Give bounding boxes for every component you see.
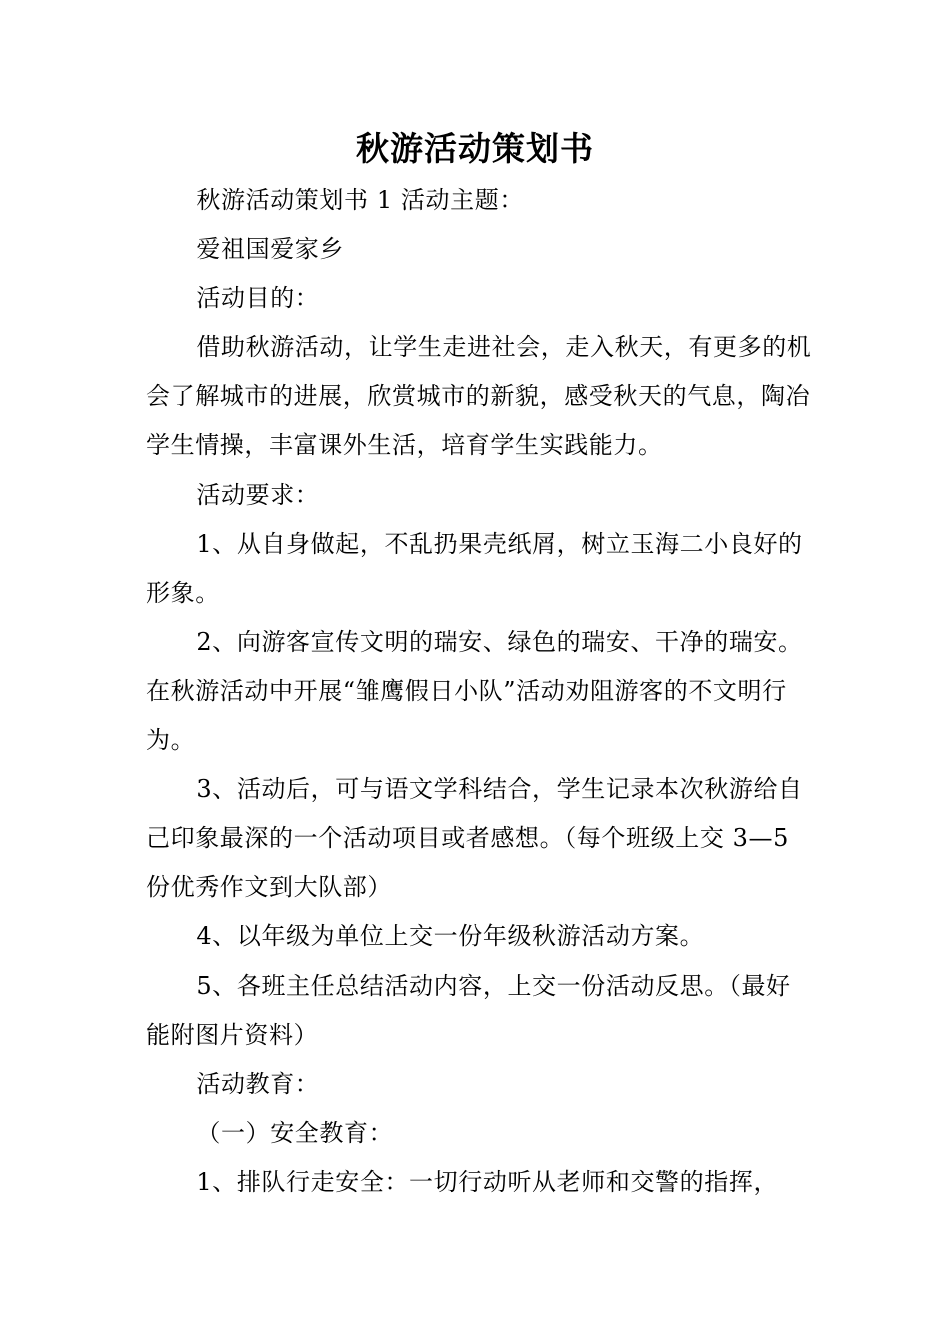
paragraph-safety-1: 1、排队行走安全：一切行动听从老师和交警的指挥， (196, 1167, 779, 1196)
paragraph-safety-heading: （一）安全教育： (196, 1118, 394, 1147)
paragraph-requirement-3: 3、活动后，可与语文学科结合，学生记录本次秋游给自己印象最深的一个活动项目或者感想。（每个班级上交 3—5 份优秀作文到大队部） (146, 775, 803, 902)
document-body (146, 176, 814, 1207)
paragraph-purpose: 借助秋游活动，让学生走进社会，走入秋天，有更多的机会了解城市的进展，欣赏城市的新貌，感受秋天的气息，陶冶学生情操，丰富课外生活，培育学生实践能力。 (146, 333, 812, 460)
document-title: 秋游活动策划书 (356, 129, 594, 168)
paragraph-requirements-heading: 活动要求： (196, 480, 320, 509)
paragraph-requirement-4: 4、以年级为单位上交一份年级秋游活动方案。 (196, 922, 705, 951)
paragraph-education-heading: 活动教育： (196, 1069, 320, 1098)
paragraph-purpose-heading: 活动目的： (196, 284, 320, 313)
paragraph-requirement-5: 5、各班主任总结活动内容，上交一份活动反思。（最好能附图片资料） (146, 971, 791, 1049)
paragraph-requirement-2: 2、向游客宣传文明的瑞安、绿色的瑞安、干净的瑞安。在秋游活动中开展“雏鹰假日小队”活动劝阻游客的不文明行为。 (146, 627, 803, 755)
paragraph-requirement-1: 1、从自身做起，不乱扔果壳纸屑，树立玉海二小良好的形象。 (146, 529, 803, 607)
paragraph-theme-heading: 秋游活动策划书 1 活动主题： (196, 186, 524, 214)
paragraph-theme: 爱祖国爱家乡 (196, 235, 344, 264)
